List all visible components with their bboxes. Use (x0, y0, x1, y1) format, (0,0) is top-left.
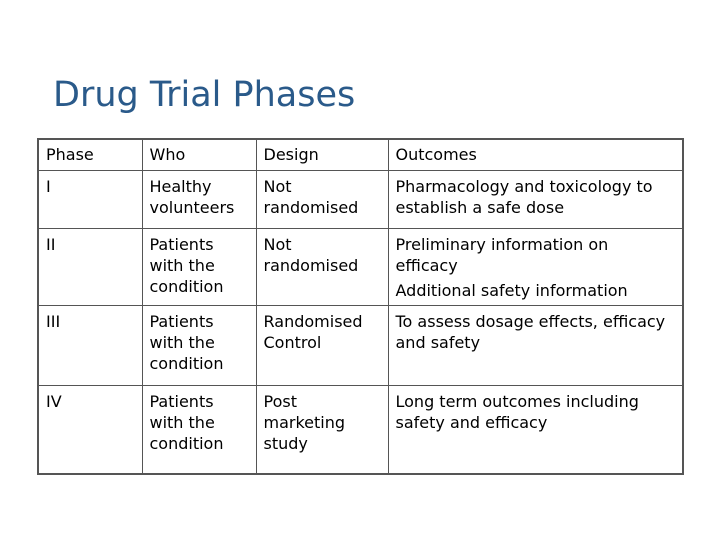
outcome-line: To assess dosage effects, efficacy and safety (395, 312, 666, 352)
table-row (38, 229, 683, 306)
outcomes-cell (388, 306, 683, 386)
table-row (38, 171, 683, 229)
table-header-row (38, 139, 683, 171)
column-header-design: Design (256, 139, 388, 171)
design-cell: Randomised Control (256, 306, 388, 386)
design-cell: Not randomised (256, 229, 388, 306)
column-header-outcomes: Outcomes (388, 139, 683, 171)
phase-cell: I (38, 171, 142, 229)
column-header-who: Who (142, 139, 256, 171)
table-row (38, 386, 683, 475)
column-header-phase: Phase (38, 139, 142, 171)
drug-trial-phases-table (37, 138, 684, 475)
page-title: Drug Trial Phases (53, 75, 356, 115)
who-cell: Patients with the condition (142, 386, 256, 475)
outcomes-cell (388, 171, 683, 229)
phase-cell: II (38, 229, 142, 306)
who-cell: Patients with the condition (142, 229, 256, 306)
table-row (38, 306, 683, 386)
phase-cell: III (38, 306, 142, 386)
design-cell: Post marketing study (256, 386, 388, 475)
who-cell: Patients with the condition (142, 306, 256, 386)
outcome-line: Additional safety information (395, 281, 628, 300)
outcomes-cell (388, 386, 683, 475)
outcome-line: Pharmacology and toxicology to establish a safe dose (395, 177, 653, 217)
who-cell: Healthy volunteers (142, 171, 256, 229)
outcome-line: Preliminary information on efficacy (395, 235, 609, 275)
phase-cell: IV (38, 386, 142, 475)
outcome-line: Long term outcomes including safety and efficacy (395, 392, 639, 432)
design-cell: Not randomised (256, 171, 388, 229)
outcomes-cell (388, 229, 683, 306)
